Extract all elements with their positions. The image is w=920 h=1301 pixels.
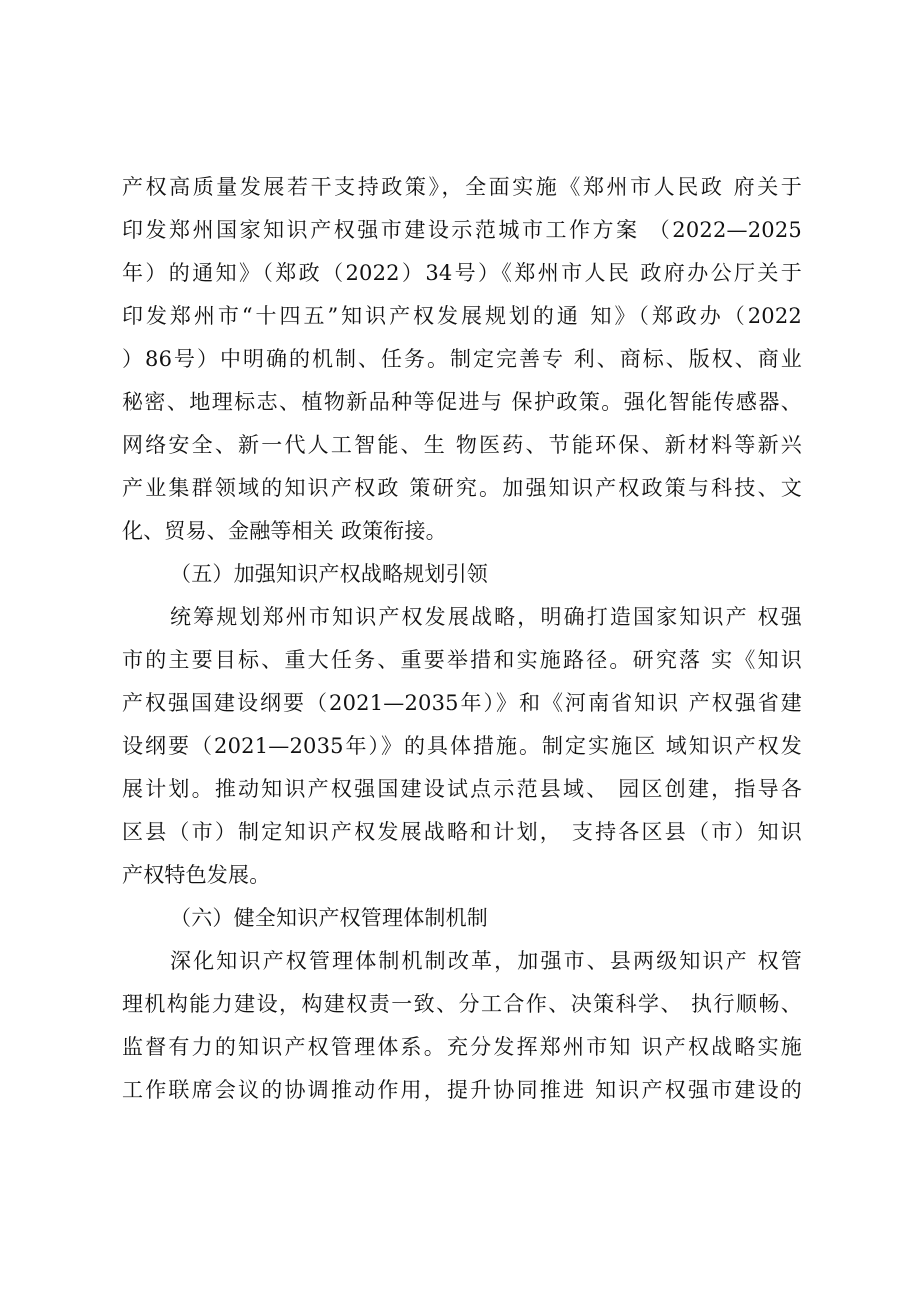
body-line: 市的主要目标、重大任务、重要举措和实施路径。研究落 实《知识 <box>122 648 802 672</box>
body-line: 产权特色发展。 <box>122 863 271 887</box>
body-line: 秘密、地理标志、植物新品种等促进与 保护政策。强化智能传感器、 <box>122 390 802 414</box>
body-line: 印发郑州市“十四五”知识产权发展规划的通 知》（郑政办（2022 <box>122 304 802 328</box>
body-line: 理机构能力建设，构建权责一致、分工合作、决策科学、 执行顺畅、 <box>122 992 802 1016</box>
body-line: 年）的通知》（郑政（2022）34号）《郑州市人民 政府办公厅关于 <box>122 261 802 285</box>
section-heading: （六）健全知识产权管理体制机制 <box>170 906 488 930</box>
body-line: ）86号）中明确的机制、任务。制定完善专 利、商标、版权、商业 <box>122 347 802 371</box>
body-line: 区县（市）制定知识产权发展战略和计划， 支持各区县（市）知识 <box>122 820 802 844</box>
body-line: 深化知识产权管理体制机制改革，加强市、县两级知识产 权管 <box>170 949 802 973</box>
body-line: 产业集群领域的知识产权政 策研究。加强知识产权政策与科技、文 <box>122 476 802 500</box>
body-line: 产权强国建设纲要（2021—2035年）》和《河南省知识 产权强省建 <box>122 691 802 715</box>
body-line: 统筹规划郑州市知识产权发展战略，明确打造国家知识产 权强 <box>170 605 802 629</box>
body-line: 化、贸易、金融等相关 政策衔接。 <box>122 519 447 543</box>
body-line: 印发郑州国家知识产权强市建设示范城市工作方案 （2022—2025 <box>122 218 802 242</box>
body-line: 展计划。推动知识产权强国建设试点示范县域、 园区创建，指导各 <box>122 777 802 801</box>
body-line: 工作联席会议的协调推动作用，提升协同推进 知识产权强市建设的 <box>122 1078 802 1102</box>
body-line: 网络安全、新一代人工智能、生 物医药、节能环保、新材料等新兴 <box>122 433 802 457</box>
body-line: 产权高质量发展若干支持政策》，全面实施《郑州市人民政 府关于 <box>122 175 802 199</box>
body-line: 监督有力的知识产权管理体系。充分发挥郑州市知 识产权战略实施 <box>122 1035 802 1059</box>
section-heading: （五）加强知识产权战略规划引领 <box>170 562 488 586</box>
body-line: 设纲要（2021—2035年）》的具体措施。制定实施区 域知识产权发 <box>122 734 802 758</box>
